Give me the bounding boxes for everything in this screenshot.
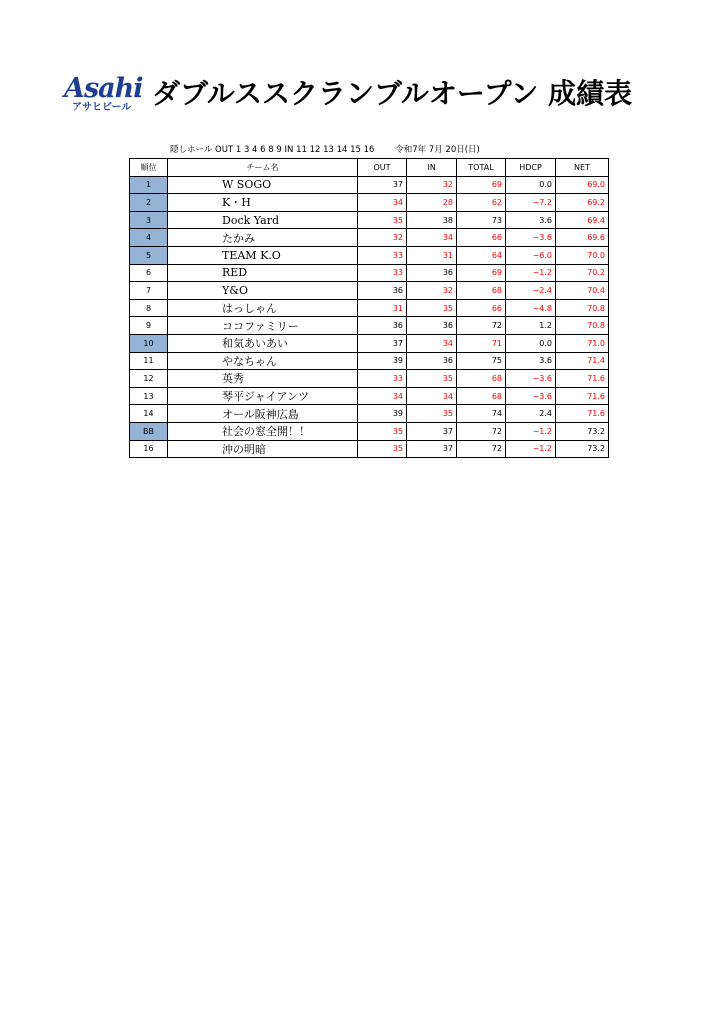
table-row: [130, 317, 609, 335]
out-cell: 35: [358, 211, 407, 229]
subtitle: [170, 143, 480, 155]
hdcp-cell: −7.2: [506, 194, 556, 212]
net-cell: 71.6: [556, 370, 609, 388]
table-header-row: [130, 159, 609, 177]
in-cell: 36: [407, 264, 457, 282]
out-cell: 37: [358, 176, 407, 194]
header-in: IN: [407, 159, 457, 177]
net-cell: 70.8: [556, 317, 609, 335]
in-cell: 32: [407, 176, 457, 194]
total-cell: 66: [457, 299, 506, 317]
table-row: [130, 422, 609, 440]
header-net: NET: [556, 159, 609, 177]
in-cell: 35: [407, 370, 457, 388]
out-cell: 36: [358, 282, 407, 300]
net-cell: 69.0: [556, 176, 609, 194]
hdcp-cell: 3.6: [506, 211, 556, 229]
in-cell: 35: [407, 405, 457, 423]
team-name-cell: Dock Yard: [168, 211, 358, 229]
table-row: [130, 176, 609, 194]
header-hdcp: HDCP: [506, 159, 556, 177]
team-name-cell: はっしゃん: [168, 299, 358, 317]
rank-cell: 5: [130, 246, 168, 264]
logo-word: Asahi: [64, 73, 143, 104]
total-cell: 62: [457, 194, 506, 212]
net-cell: 70.8: [556, 299, 609, 317]
table-row: [130, 440, 609, 458]
total-cell: 69: [457, 176, 506, 194]
rank-cell: 16: [130, 440, 168, 458]
table-row: [130, 246, 609, 264]
table-row: [130, 194, 609, 212]
hdcp-cell: −3.6: [506, 370, 556, 388]
hdcp-cell: −1.2: [506, 440, 556, 458]
net-cell: 69.4: [556, 211, 609, 229]
net-cell: 70.4: [556, 282, 609, 300]
rank-cell: 9: [130, 317, 168, 335]
team-name-cell: 和気あいあい: [168, 334, 358, 352]
hdcp-cell: −2.4: [506, 282, 556, 300]
out-cell: 39: [358, 405, 407, 423]
team-name-cell: TEAM K.O: [168, 246, 358, 264]
in-cell: 36: [407, 317, 457, 335]
asahi-logo: [64, 73, 144, 118]
team-name-cell: オール阪神広島: [168, 405, 358, 423]
rank-cell: 6: [130, 264, 168, 282]
team-name-cell: やなちゃん: [168, 352, 358, 370]
table-row: [130, 334, 609, 352]
rank-cell: BB: [130, 422, 168, 440]
in-cell: 36: [407, 352, 457, 370]
in-cell: 34: [407, 229, 457, 247]
hdcp-cell: 0.0: [506, 334, 556, 352]
team-name-cell: たかみ: [168, 229, 358, 247]
in-cell: 31: [407, 246, 457, 264]
total-cell: 64: [457, 246, 506, 264]
table-row: [130, 352, 609, 370]
in-cell: 28: [407, 194, 457, 212]
hdcp-cell: −1.2: [506, 264, 556, 282]
rank-cell: 4: [130, 229, 168, 247]
rank-cell: 11: [130, 352, 168, 370]
total-cell: 68: [457, 370, 506, 388]
in-cell: 37: [407, 422, 457, 440]
net-cell: 71.6: [556, 405, 609, 423]
hdcp-cell: 1.2: [506, 317, 556, 335]
in-cell: 34: [407, 387, 457, 405]
team-name-cell: RED: [168, 264, 358, 282]
out-cell: 34: [358, 194, 407, 212]
total-cell: 69: [457, 264, 506, 282]
team-name-cell: 琴平ジャイアンツ: [168, 387, 358, 405]
rank-cell: 2: [130, 194, 168, 212]
total-cell: 68: [457, 387, 506, 405]
team-name-cell: Y&O: [168, 282, 358, 300]
hdcp-cell: 3.6: [506, 352, 556, 370]
hdcp-cell: −3.6: [506, 229, 556, 247]
in-cell: 34: [407, 334, 457, 352]
table-row: [130, 387, 609, 405]
rank-cell: 7: [130, 282, 168, 300]
hdcp-cell: −1.2: [506, 422, 556, 440]
hdcp-cell: 2.4: [506, 405, 556, 423]
hdcp-cell: −3.6: [506, 387, 556, 405]
out-cell: 33: [358, 246, 407, 264]
team-name-cell: 沖の明暗: [168, 440, 358, 458]
total-cell: 72: [457, 317, 506, 335]
out-cell: 32: [358, 229, 407, 247]
header-out: OUT: [358, 159, 407, 177]
rank-cell: 3: [130, 211, 168, 229]
rank-cell: 1: [130, 176, 168, 194]
hdcp-cell: −4.8: [506, 299, 556, 317]
logo-kana: アサヒビール: [72, 102, 132, 113]
out-cell: 39: [358, 352, 407, 370]
total-cell: 75: [457, 352, 506, 370]
hdcp-cell: 0.0: [506, 176, 556, 194]
rank-cell: 14: [130, 405, 168, 423]
in-cell: 32: [407, 282, 457, 300]
rank-cell: 12: [130, 370, 168, 388]
table-row: [130, 211, 609, 229]
net-cell: 73.2: [556, 440, 609, 458]
net-cell: 71.6: [556, 387, 609, 405]
total-cell: 68: [457, 282, 506, 300]
team-name-cell: K・H: [168, 194, 358, 212]
results-table: [129, 158, 609, 458]
out-cell: 35: [358, 440, 407, 458]
rank-cell: 13: [130, 387, 168, 405]
rank-cell: 8: [130, 299, 168, 317]
hidden-holes: 隠しホール OUT 1 3 4 6 8 9 IN 11 12 13 14 15 16: [170, 145, 375, 155]
table-row: [130, 299, 609, 317]
total-cell: 72: [457, 422, 506, 440]
total-cell: 66: [457, 229, 506, 247]
total-cell: 71: [457, 334, 506, 352]
table-row: [130, 282, 609, 300]
table-row: [130, 229, 609, 247]
total-cell: 73: [457, 211, 506, 229]
net-cell: 71.4: [556, 352, 609, 370]
header-team: チーム名: [168, 159, 358, 177]
net-cell: 73.2: [556, 422, 609, 440]
out-cell: 37: [358, 334, 407, 352]
net-cell: 70.0: [556, 246, 609, 264]
out-cell: 36: [358, 317, 407, 335]
in-cell: 35: [407, 299, 457, 317]
header-total: TOTAL: [457, 159, 506, 177]
net-cell: 71.0: [556, 334, 609, 352]
header-rank: 順位: [130, 159, 168, 177]
table-row: [130, 264, 609, 282]
team-name-cell: 英秀: [168, 370, 358, 388]
team-name-cell: W SOGO: [168, 176, 358, 194]
out-cell: 33: [358, 264, 407, 282]
net-cell: 69.2: [556, 194, 609, 212]
out-cell: 34: [358, 387, 407, 405]
in-cell: 38: [407, 211, 457, 229]
total-cell: 74: [457, 405, 506, 423]
net-cell: 69.6: [556, 229, 609, 247]
hdcp-cell: −6.0: [506, 246, 556, 264]
total-cell: 72: [457, 440, 506, 458]
table-row: [130, 370, 609, 388]
table-row: [130, 405, 609, 423]
page-title: ダブルススクランブルオープン 成績表: [152, 77, 633, 110]
team-name-cell: 社会の窓全開！！: [168, 422, 358, 440]
out-cell: 31: [358, 299, 407, 317]
team-name-cell: ココファミリー: [168, 317, 358, 335]
out-cell: 33: [358, 370, 407, 388]
out-cell: 35: [358, 422, 407, 440]
net-cell: 70.2: [556, 264, 609, 282]
rank-cell: 10: [130, 334, 168, 352]
in-cell: 37: [407, 440, 457, 458]
event-date: 令和7年 7月 20日(日): [395, 145, 480, 155]
